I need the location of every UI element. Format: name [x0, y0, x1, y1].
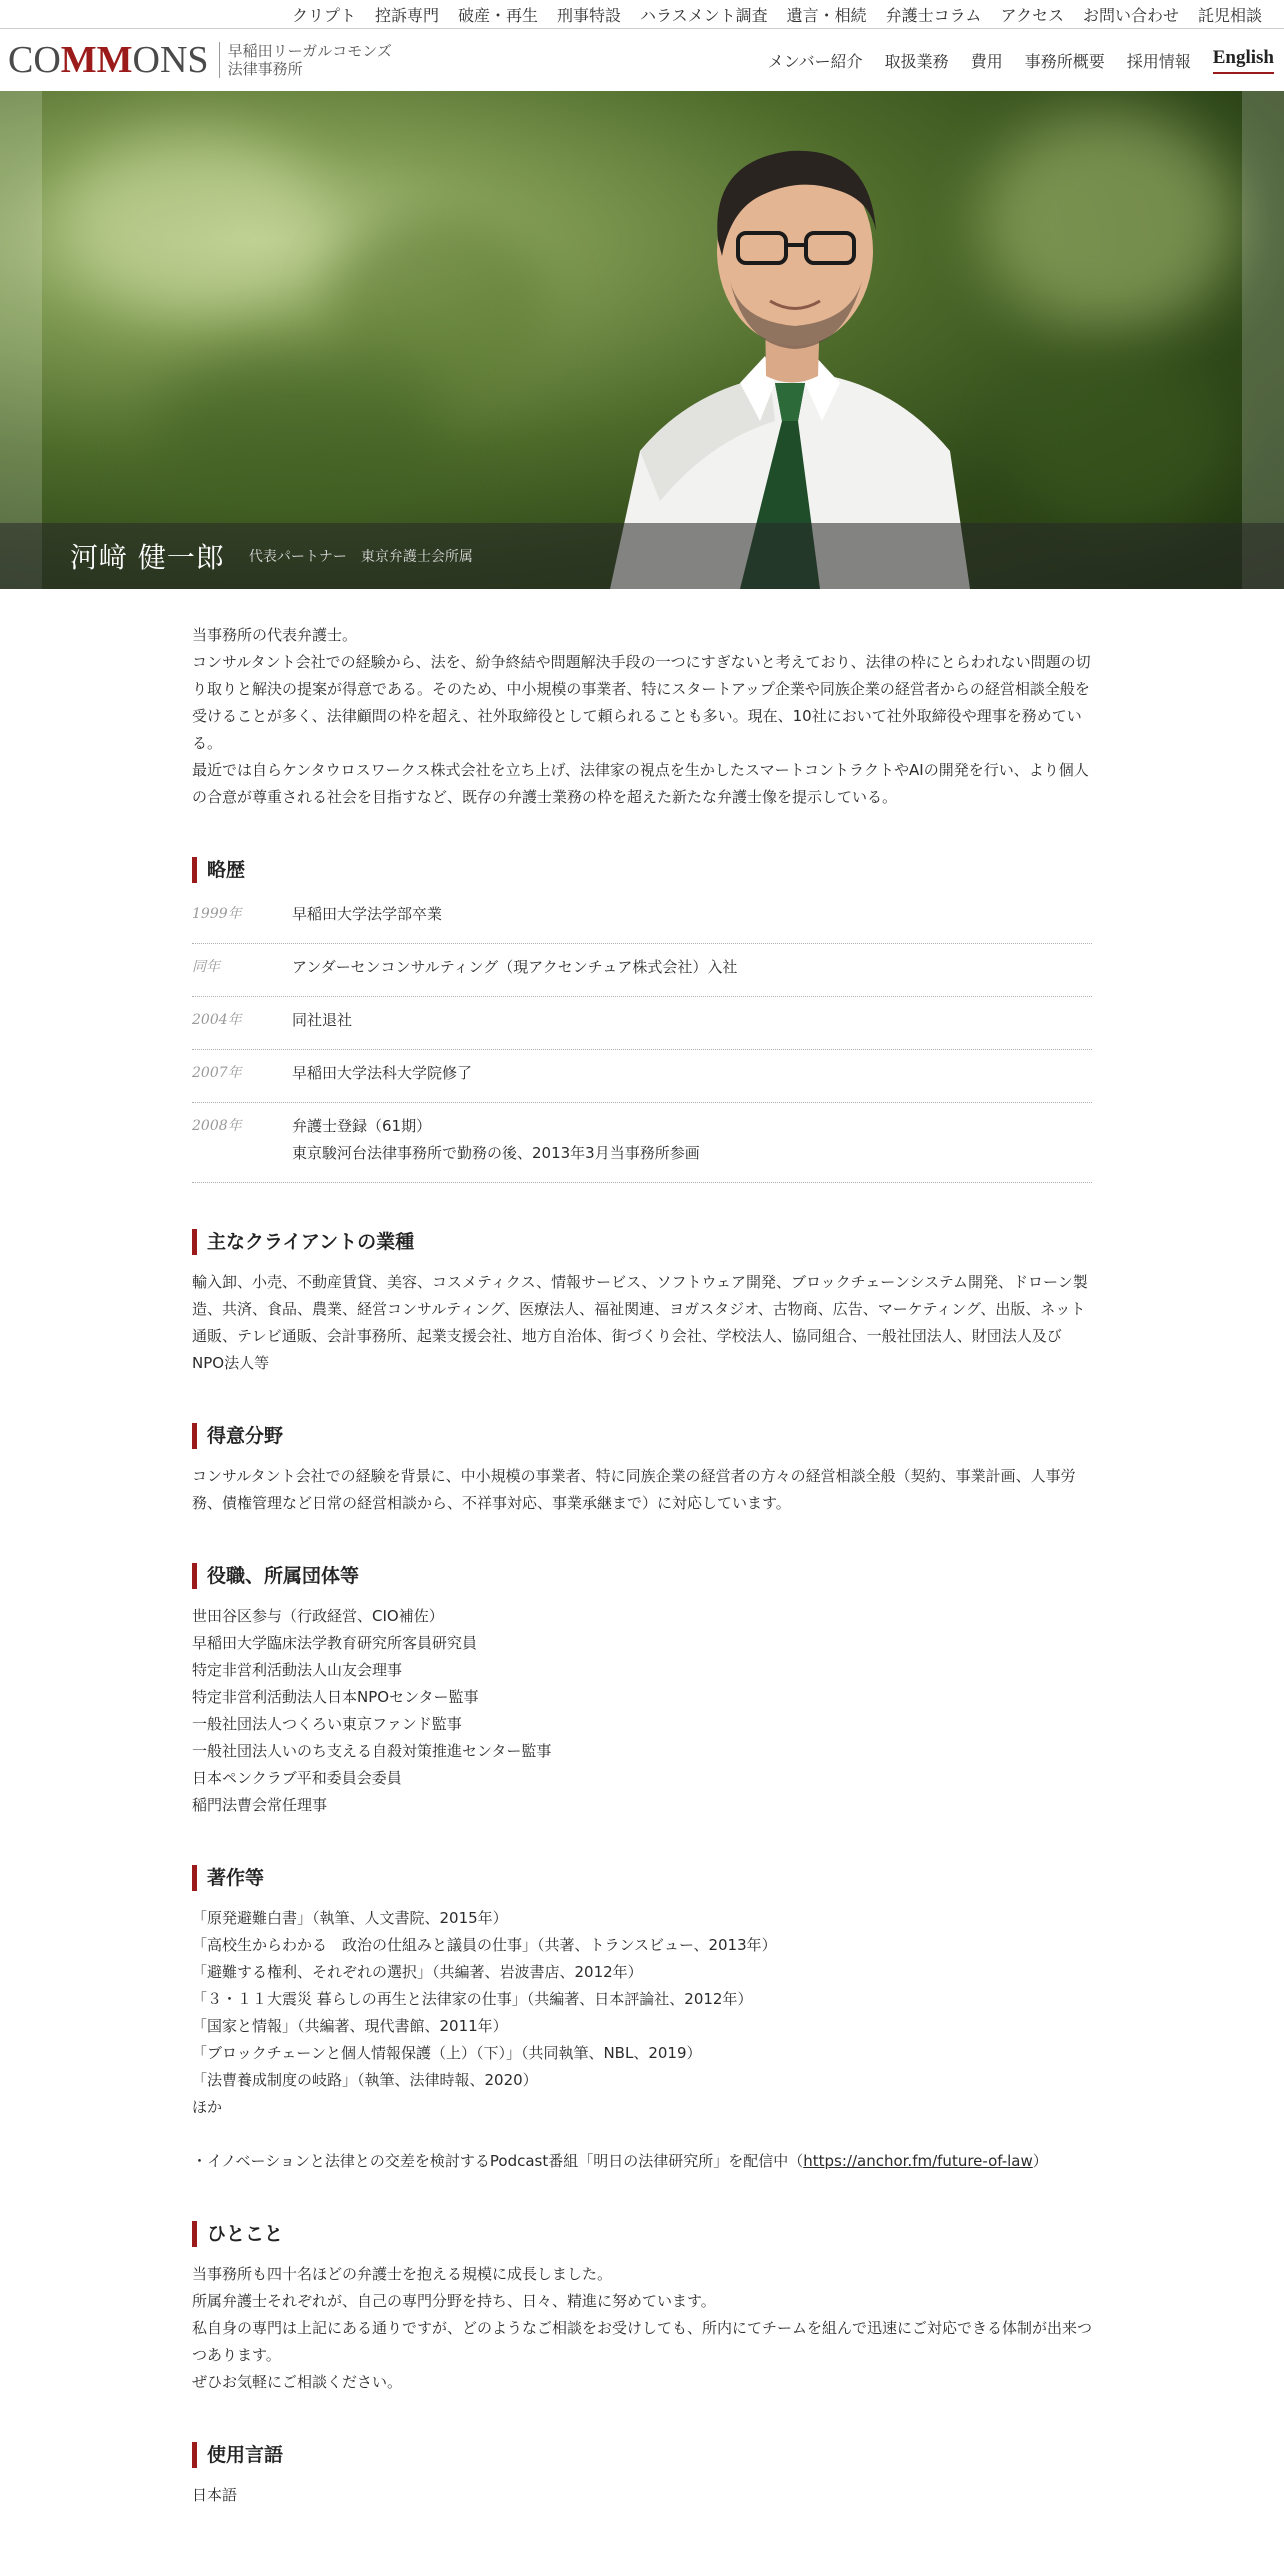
history-desc — [292, 1113, 1092, 1167]
site-logo[interactable] — [8, 41, 392, 79]
profile-content — [192, 622, 1092, 2509]
history-heading: 略歴 — [192, 857, 1092, 883]
site-header — [0, 29, 1284, 91]
history-year: 同年 — [192, 959, 220, 975]
roles-list — [192, 1603, 1092, 1819]
history-year: 2008年 — [192, 1118, 242, 1134]
clients-heading: 主なクライアントの業種 — [192, 1229, 1092, 1255]
message-line: 私自身の専門は上記にある通りですが、どのようなご相談をお受けしても、所内にてチームを組んで迅速にご対応できる体制が出来つつあります。 — [192, 2319, 1093, 2364]
list-item: 「ブロックチェーンと個人情報保護（上）（下）」（共同執筆、NBL、2019） — [192, 2044, 702, 2062]
portrait-image — [570, 121, 990, 589]
top-utility-nav — [0, 0, 1284, 28]
message-text — [192, 2261, 1092, 2396]
history-desc: アンダーセンコンサルティング（現アクセンチュア株式会社）入社 — [292, 958, 738, 976]
main-nav — [746, 47, 1274, 74]
message-heading: ひとこと — [192, 2221, 1092, 2247]
topnav-link-column[interactable]: 弁護士コラム — [885, 5, 982, 25]
history-row — [192, 997, 1092, 1050]
lawyer-name: 河﨑 健一郎 — [70, 541, 225, 574]
logo-subtitle-line1: 早稲田リーガルコモンズ — [227, 42, 392, 60]
list-item: 「原発避難白書」（執筆、人文書院、2015年） — [192, 1909, 508, 1927]
clients-text: 輸入卸、小売、不動産賃貸、美容、コスメティクス、情報サービス、ソフトウェア開発、ブロックチェーンシステム開発、ドローン製造、共済、食品、農業、経営コンサルティング、医療法人、福祉関連、ヨガスタジオ、古物商、広告、マーケティング、出版、ネット通販、テレビ通販、会計事務所、起業支援会社、地方自治体、街づくり会社、学校法人、協同組合、一般社団法人、財団法人及びNPO法人等 — [192, 1273, 1088, 1372]
list-item: ほか — [192, 2098, 223, 2116]
history-desc-line1: 弁護士登録（61期） — [292, 1117, 432, 1135]
hero-edge-right — [1242, 91, 1284, 589]
specialty-heading: 得意分野 — [192, 1423, 1092, 1449]
list-item: 「法曹養成制度の岐路」（執筆、法律時報、2020） — [192, 2071, 538, 2089]
list-item: 「国家と情報」（共編著、現代書館、2011年） — [192, 2017, 508, 2035]
list-item: 世田谷区参与（行政経営、CIO補佐） — [192, 1607, 444, 1625]
topnav-link-criminal[interactable]: 刑事特設 — [557, 5, 622, 25]
logo-wordmark — [8, 41, 209, 79]
topnav-link-bankruptcy[interactable]: 破産・再生 — [458, 5, 539, 25]
list-item: 特定非営利活動法人山友会理事 — [192, 1661, 403, 1679]
history-row — [192, 1050, 1092, 1103]
intro-text — [192, 622, 1092, 811]
logo-subtitle — [219, 42, 392, 78]
logo-wordmark-mid: MM — [60, 39, 133, 81]
works-list — [192, 1905, 1092, 2121]
podcast-note — [192, 2148, 1092, 2175]
history-desc: 早稲田大学法学部卒業 — [292, 905, 443, 923]
topnav-link-inheritance[interactable]: 遺言・相続 — [786, 5, 867, 25]
history-desc: 早稲田大学法科大学院修了 — [292, 1064, 473, 1082]
topnav-link-appeal[interactable]: 控訴専門 — [375, 5, 440, 25]
topnav-link-contact[interactable]: お問い合わせ — [1082, 5, 1179, 25]
mainnav-about[interactable]: 事務所概要 — [1024, 52, 1105, 71]
logo-wordmark-pre: CO — [8, 39, 61, 81]
lawyer-title: 代表パートナー 東京弁護士会所属 — [248, 549, 473, 565]
history-row — [192, 1103, 1092, 1183]
topnav-link-harassment[interactable]: ハラスメント調査 — [640, 5, 768, 25]
list-item: 早稲田大学臨床法学教育研究所客員研究員 — [192, 1634, 478, 1652]
works-heading: 著作等 — [192, 1865, 1092, 1891]
hero-edge-left — [0, 91, 42, 589]
list-item: 「３・１１大震災 暮らしの再生と法律家の仕事」（共編著、日本評論社、2012年） — [192, 1990, 753, 2008]
logo-subtitle-line2: 法律事務所 — [227, 60, 303, 78]
list-item: 「避難する権利、それぞれの選択」（共編著、岩波書店、2012年） — [192, 1963, 643, 1981]
history-row — [192, 891, 1092, 944]
roles-heading: 役職、所属団体等 — [192, 1563, 1092, 1589]
list-item: 一般社団法人いのち支える自殺対策推進センター監事 — [192, 1742, 552, 1760]
mainnav-members[interactable]: メンバー紹介 — [767, 52, 863, 71]
list-item: 日本ペンクラブ平和委員会委員 — [192, 1769, 402, 1787]
intro-line-2: コンサルタント会社での経験から、法を、紛争終結や問題解決手段の一つにすぎないと考えており、法律の枠にとらわれない問題の切り取りと解決の提案が得意である。そのため、中小規模の事業者、特にスタートアップ企業や同族企業の経営者からの経営相談全般を受けることが多く、法律顧問の枠を超え、社外取締役として頼られることも多い。現在、10社において社外取締役や理事を務めている。 — [192, 653, 1091, 752]
logo-wordmark-post: ONS — [132, 39, 209, 81]
languages-heading: 使用言語 — [192, 2442, 1092, 2468]
podcast-close: ） — [1032, 2152, 1048, 2170]
history-row — [192, 944, 1092, 997]
list-item: 稲門法曹会常任理事 — [192, 1796, 328, 1814]
mainnav-fees[interactable]: 費用 — [970, 52, 1003, 71]
list-item: 特定非営利活動法人日本NPOセンター監事 — [192, 1688, 479, 1706]
topnav-link-crypto[interactable]: クリプト — [291, 5, 356, 25]
hero-caption-bar — [0, 523, 1284, 589]
history-year: 1999年 — [192, 906, 242, 922]
history-year: 2007年 — [192, 1065, 242, 1081]
languages-text: 日本語 — [192, 2486, 238, 2504]
list-item: 「高校生からわかる 政治の仕組みと議員の仕事」（共著、トランスビュー、2013年） — [192, 1936, 777, 1954]
message-line: 所属弁護士それぞれが、自己の専門分野を持ち、日々、精進に努めています。 — [192, 2292, 716, 2310]
intro-line-1: 当事務所の代表弁護士。 — [192, 626, 358, 644]
intro-line-3: 最近では自らケンタウロスワークス株式会社を立ち上げ、法律家の視点を生かしたスマートコントラクトやAIの開発を行い、より個人の合意が尊重される社会を目指すなど、既存の弁護士業務の枠を超えた新たな弁護士像を提示している。 — [192, 761, 1089, 806]
mainnav-services[interactable]: 取扱業務 — [884, 52, 949, 71]
podcast-link[interactable]: https://anchor.fm/future-of-law — [803, 2152, 1033, 2170]
history-year: 2004年 — [192, 1012, 242, 1028]
message-line: 当事務所も四十名ほどの弁護士を抱える規模に成長しました。 — [192, 2265, 613, 2283]
podcast-text: ・イノベーションと法律との交差を検討するPodcast番組「明日の法律研究所」を配信中（ — [192, 2152, 804, 2170]
message-line: ぜひお気軽にご相談ください。 — [192, 2373, 403, 2391]
topnav-link-childcare[interactable]: 託児相談 — [1197, 5, 1262, 25]
mainnav-english[interactable]: English — [1213, 47, 1274, 74]
hero-banner — [0, 91, 1284, 589]
mainnav-recruit[interactable]: 採用情報 — [1126, 52, 1191, 71]
topnav-link-access[interactable]: アクセス — [1000, 5, 1064, 25]
history-desc: 同社退社 — [292, 1011, 353, 1029]
list-item: 一般社団法人つくろい東京ファンド監事 — [192, 1715, 462, 1733]
specialty-text: コンサルタント会社での経験を背景に、中小規模の事業者、特に同族企業の経営者の方々の経営相談全般（契約、事業計画、人事労務、債権管理など日常の経営相談から、不祥事対応、事業承継まで）に対応しています。 — [192, 1467, 1076, 1512]
history-desc-line2: 東京駿河台法律事務所で勤務の後、2013年3月当事務所参画 — [292, 1144, 700, 1162]
history-list — [192, 891, 1092, 1183]
